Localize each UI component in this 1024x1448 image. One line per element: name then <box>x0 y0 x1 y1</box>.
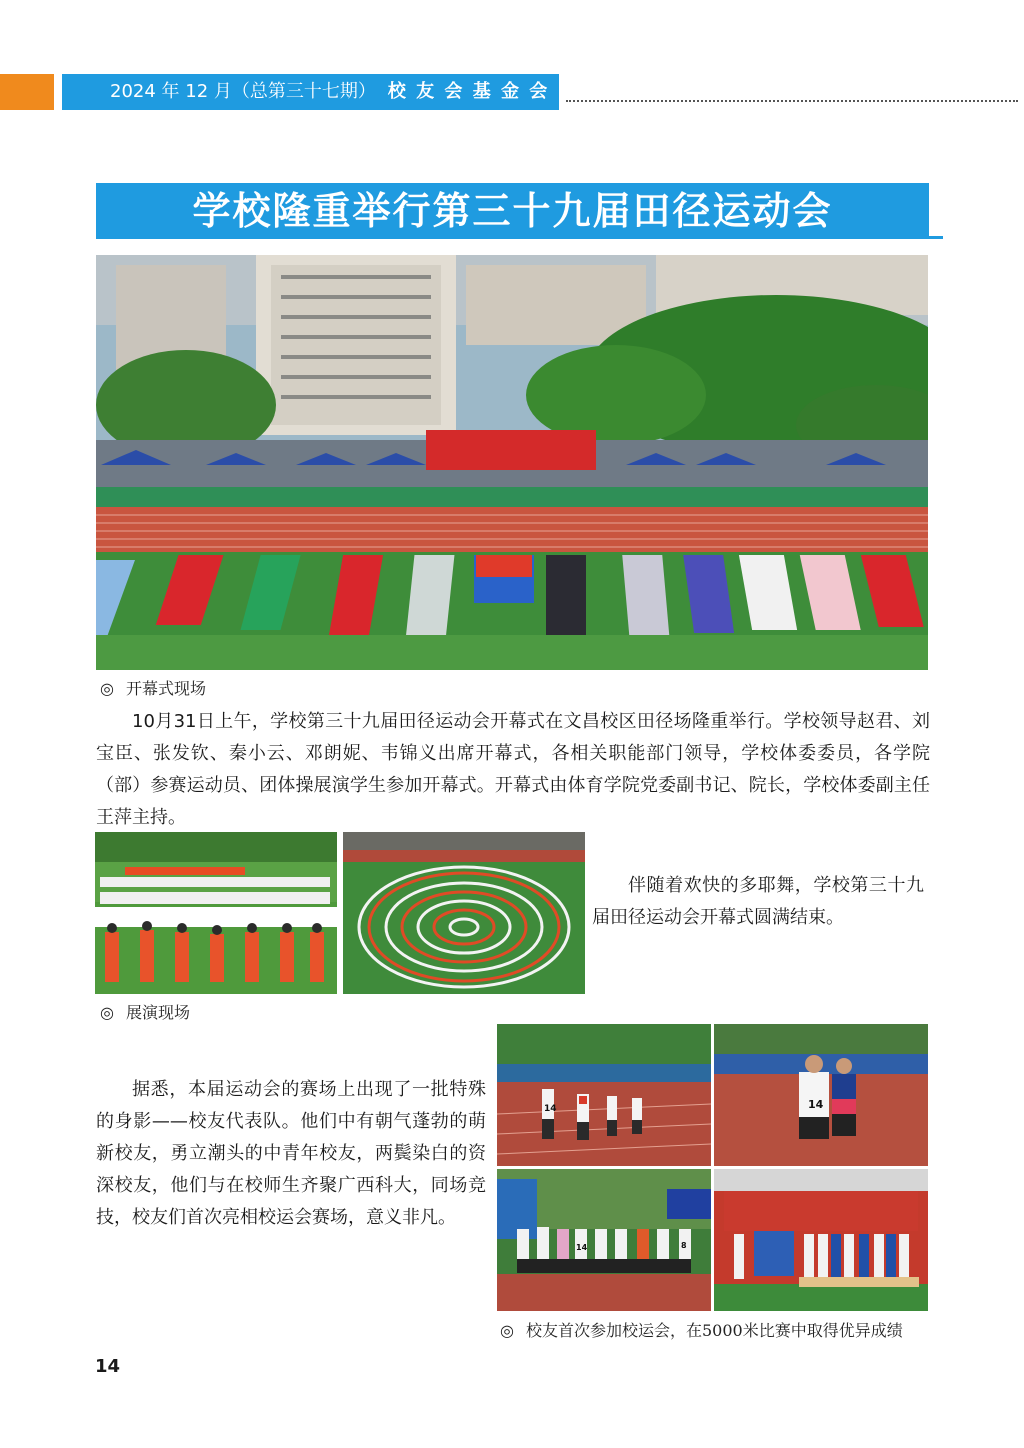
alumni-photo-runners <box>714 1024 928 1166</box>
caption-mark: ◎ <box>100 679 114 698</box>
paragraph-alumni: 据悉，本届运动会的赛场上出现了一批特殊的身影——校友代表队。他们中有朝气蓬勃的萌新校友，勇立潮头的中青年校友，两鬓染白的资深校友，他们与在校师生齐聚广西科大，同场竞技，校友们首次亮相校运会赛场，意义非凡。 <box>96 1079 486 1228</box>
alumni-photo-team <box>497 1169 711 1311</box>
caption-alumni <box>500 1319 930 1343</box>
paragraph-closing: 伴随着欢快的多耶舞，学校第三十九届田径运动会开幕式圆满结束。 <box>592 875 924 928</box>
opening-ceremony-photo <box>96 255 928 670</box>
performance-photo-dance <box>95 832 337 994</box>
bib-number: 14 <box>808 1098 824 1111</box>
header-dotted-rule <box>566 100 1018 102</box>
issue-label: 2024 年 12 月（总第三十七期） <box>110 81 376 102</box>
bib-number: 8 <box>681 1241 687 1250</box>
alumni-photo-ceremony <box>714 1169 928 1311</box>
title-underline <box>96 236 943 239</box>
caption-performance <box>100 1000 190 1023</box>
caption-performance-text: 展演现场 <box>125 1003 190 1022</box>
paragraph-opening: 10月31日上午，学校第三十九届田径运动会开幕式在文昌校区田径场隆重举行。学校领导赵君、刘宝臣、张发钦、秦小云、邓朗妮、韦锦义出席开幕式，各相关职能部门领导，学校体委委员，各学院（部）参赛运动员、团体操展演学生参加开幕式。开幕式由体育学院党委副书记、院长，学校体委副主任王萍主持。 <box>96 711 930 828</box>
caption-mark: ◎ <box>100 1003 114 1022</box>
performance-photo-spiral <box>343 832 585 994</box>
title-divider <box>927 183 929 239</box>
caption-alumni-text: 校友首次参加校运会，在5000米比赛中取得优异成绩 <box>525 1321 903 1340</box>
caption-mark: ◎ <box>500 1321 514 1340</box>
article-title: 学校隆重举行第三十九届田径运动会 <box>96 183 929 239</box>
caption-opening <box>100 676 206 699</box>
caption-opening-text: 开幕式现场 <box>125 679 206 698</box>
header-bar <box>62 74 559 110</box>
bib-number: 14 <box>544 1104 557 1114</box>
alumni-photo-race-start <box>497 1024 711 1166</box>
header-orange-block <box>0 74 54 110</box>
section-label: 校 友 会 基 金 会 <box>387 81 550 102</box>
page-number: 14 <box>95 1356 121 1377</box>
bib-number: 14 <box>576 1243 588 1252</box>
